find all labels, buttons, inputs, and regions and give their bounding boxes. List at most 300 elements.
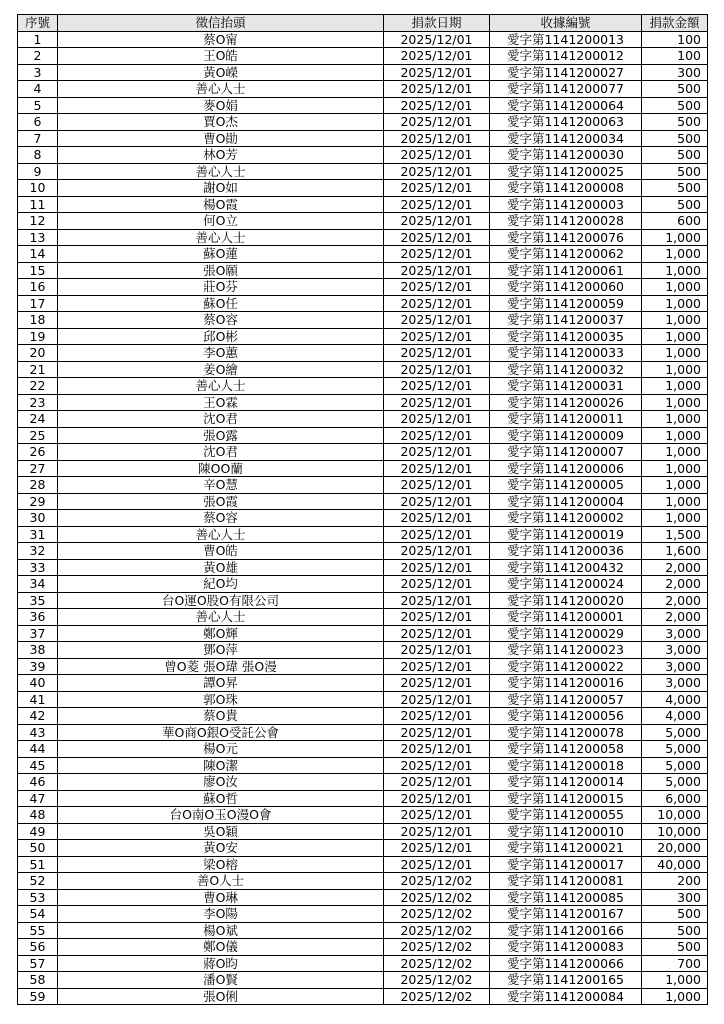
serial-cell: 42 <box>18 708 58 725</box>
table-row <box>18 493 708 510</box>
donation-date-cell: 2025/12/01 <box>384 163 490 180</box>
table-row <box>18 262 708 279</box>
amount-cell: 6,000 <box>642 790 708 807</box>
amount-cell: 500 <box>642 922 708 939</box>
receipt-number-cell: 愛字第1141200001 <box>490 609 642 626</box>
donation-date-cell: 2025/12/01 <box>384 856 490 873</box>
receipt-number-cell: 愛字第1141200055 <box>490 807 642 824</box>
serial-cell: 28 <box>18 477 58 494</box>
donor-title-cell: 蘇O任 <box>58 295 384 312</box>
table-row <box>18 196 708 213</box>
header-receipt-number: 收據編號 <box>490 15 642 32</box>
table-row <box>18 48 708 65</box>
donor-title-cell: 善心人士 <box>58 81 384 98</box>
amount-cell: 500 <box>642 81 708 98</box>
table-row <box>18 229 708 246</box>
table-row <box>18 180 708 197</box>
donor-title-cell: 曾O菱 張O瑋 張O漫 <box>58 658 384 675</box>
amount-cell: 500 <box>642 180 708 197</box>
table-row <box>18 213 708 230</box>
donation-date-cell: 2025/12/01 <box>384 213 490 230</box>
serial-cell: 38 <box>18 642 58 659</box>
donation-date-cell: 2025/12/02 <box>384 955 490 972</box>
donation-date-cell: 2025/12/01 <box>384 609 490 626</box>
receipt-number-cell: 愛字第1141200015 <box>490 790 642 807</box>
table-row <box>18 955 708 972</box>
receipt-number-cell: 愛字第1141200056 <box>490 708 642 725</box>
serial-cell: 20 <box>18 345 58 362</box>
serial-cell: 45 <box>18 757 58 774</box>
table-row <box>18 592 708 609</box>
amount-cell: 500 <box>642 130 708 147</box>
table-row <box>18 378 708 395</box>
amount-cell: 1,000 <box>642 295 708 312</box>
amount-cell: 500 <box>642 906 708 923</box>
donor-title-cell: 蔡O貴 <box>58 708 384 725</box>
header-serial: 序號 <box>18 15 58 32</box>
serial-cell: 52 <box>18 873 58 890</box>
donation-date-cell: 2025/12/01 <box>384 411 490 428</box>
donor-title-cell: 善心人士 <box>58 229 384 246</box>
receipt-number-cell: 愛字第1141200432 <box>490 559 642 576</box>
table-row <box>18 295 708 312</box>
serial-cell: 14 <box>18 246 58 263</box>
amount-cell: 10,000 <box>642 823 708 840</box>
table-row <box>18 774 708 791</box>
table-row <box>18 625 708 642</box>
header-row <box>18 15 708 32</box>
donation-date-cell: 2025/12/01 <box>384 444 490 461</box>
donor-title-cell: 姜O繪 <box>58 361 384 378</box>
receipt-number-cell: 愛字第1141200011 <box>490 411 642 428</box>
serial-cell: 5 <box>18 97 58 114</box>
amount-cell: 40,000 <box>642 856 708 873</box>
table-row <box>18 906 708 923</box>
serial-cell: 11 <box>18 196 58 213</box>
donation-date-cell: 2025/12/01 <box>384 361 490 378</box>
donation-date-cell: 2025/12/01 <box>384 279 490 296</box>
table-row <box>18 724 708 741</box>
amount-cell: 5,000 <box>642 741 708 758</box>
receipt-number-cell: 愛字第1141200005 <box>490 477 642 494</box>
donation-date-cell: 2025/12/01 <box>384 295 490 312</box>
donation-date-cell: 2025/12/01 <box>384 559 490 576</box>
donation-date-cell: 2025/12/02 <box>384 922 490 939</box>
serial-cell: 3 <box>18 64 58 81</box>
table-body <box>18 31 708 1005</box>
donor-title-cell: 邱O彬 <box>58 328 384 345</box>
donor-title-cell: 善O人士 <box>58 873 384 890</box>
receipt-number-cell: 愛字第1141200081 <box>490 873 642 890</box>
receipt-number-cell: 愛字第1141200016 <box>490 675 642 692</box>
donor-title-cell: 王O霖 <box>58 394 384 411</box>
donation-date-cell: 2025/12/01 <box>384 757 490 774</box>
amount-cell: 1,000 <box>642 328 708 345</box>
donation-date-cell: 2025/12/01 <box>384 229 490 246</box>
amount-cell: 200 <box>642 873 708 890</box>
serial-cell: 29 <box>18 493 58 510</box>
donation-date-cell: 2025/12/01 <box>384 460 490 477</box>
table-row <box>18 64 708 81</box>
serial-cell: 27 <box>18 460 58 477</box>
amount-cell: 3,000 <box>642 625 708 642</box>
donation-date-cell: 2025/12/01 <box>384 823 490 840</box>
amount-cell: 500 <box>642 163 708 180</box>
amount-cell: 1,000 <box>642 312 708 329</box>
serial-cell: 37 <box>18 625 58 642</box>
table-row <box>18 856 708 873</box>
receipt-number-cell: 愛字第1141200022 <box>490 658 642 675</box>
serial-cell: 56 <box>18 939 58 956</box>
donation-date-cell: 2025/12/01 <box>384 642 490 659</box>
serial-cell: 43 <box>18 724 58 741</box>
receipt-number-cell: 愛字第1141200023 <box>490 642 642 659</box>
donor-title-cell: 台O運O股O有限公司 <box>58 592 384 609</box>
amount-cell: 100 <box>642 48 708 65</box>
donor-title-cell: 沈O君 <box>58 444 384 461</box>
donor-title-cell: 蘇O哲 <box>58 790 384 807</box>
amount-cell: 1,000 <box>642 988 708 1005</box>
donor-title-cell: 辛O慧 <box>58 477 384 494</box>
receipt-number-cell: 愛字第1141200062 <box>490 246 642 263</box>
serial-cell: 26 <box>18 444 58 461</box>
donor-title-cell: 林O芳 <box>58 147 384 164</box>
receipt-number-cell: 愛字第1141200057 <box>490 691 642 708</box>
serial-cell: 15 <box>18 262 58 279</box>
receipt-number-cell: 愛字第1141200059 <box>490 295 642 312</box>
amount-cell: 1,000 <box>642 345 708 362</box>
serial-cell: 54 <box>18 906 58 923</box>
serial-cell: 41 <box>18 691 58 708</box>
receipt-number-cell: 愛字第1141200008 <box>490 180 642 197</box>
donor-title-cell: 鄭O輝 <box>58 625 384 642</box>
table-row <box>18 411 708 428</box>
donation-date-cell: 2025/12/01 <box>384 147 490 164</box>
donor-title-cell: 曹O皓 <box>58 543 384 560</box>
receipt-number-cell: 愛字第1141200029 <box>490 625 642 642</box>
serial-cell: 35 <box>18 592 58 609</box>
donor-title-cell: 善心人士 <box>58 526 384 543</box>
amount-cell: 1,000 <box>642 394 708 411</box>
table-row <box>18 757 708 774</box>
donation-date-cell: 2025/12/02 <box>384 873 490 890</box>
table-row <box>18 427 708 444</box>
receipt-number-cell: 愛字第1141200025 <box>490 163 642 180</box>
serial-cell: 4 <box>18 81 58 98</box>
table-row <box>18 279 708 296</box>
donation-date-cell: 2025/12/01 <box>384 691 490 708</box>
table-row <box>18 31 708 48</box>
donation-date-cell: 2025/12/01 <box>384 427 490 444</box>
donation-date-cell: 2025/12/01 <box>384 526 490 543</box>
donor-title-cell: 賈O杰 <box>58 114 384 131</box>
receipt-number-cell: 愛字第1141200085 <box>490 889 642 906</box>
donor-title-cell: 蔡O容 <box>58 312 384 329</box>
donor-title-cell: 紀O均 <box>58 576 384 593</box>
table-row <box>18 361 708 378</box>
amount-cell: 100 <box>642 31 708 48</box>
donation-date-cell: 2025/12/01 <box>384 724 490 741</box>
receipt-number-cell: 愛字第1141200083 <box>490 939 642 956</box>
receipt-number-cell: 愛字第1141200032 <box>490 361 642 378</box>
donor-title-cell: 謝O如 <box>58 180 384 197</box>
serial-cell: 12 <box>18 213 58 230</box>
donation-date-cell: 2025/12/01 <box>384 246 490 263</box>
receipt-number-cell: 愛字第1141200010 <box>490 823 642 840</box>
donor-title-cell: 楊O霞 <box>58 196 384 213</box>
serial-cell: 47 <box>18 790 58 807</box>
donor-title-cell: 何O立 <box>58 213 384 230</box>
amount-cell: 1,000 <box>642 361 708 378</box>
donor-title-cell: 楊O斌 <box>58 922 384 939</box>
receipt-number-cell: 愛字第1141200002 <box>490 510 642 527</box>
header-donation-date: 捐款日期 <box>384 15 490 32</box>
donation-date-cell: 2025/12/01 <box>384 708 490 725</box>
serial-cell: 13 <box>18 229 58 246</box>
serial-cell: 59 <box>18 988 58 1005</box>
amount-cell: 20,000 <box>642 840 708 857</box>
receipt-number-cell: 愛字第1141200009 <box>490 427 642 444</box>
table-row <box>18 840 708 857</box>
receipt-number-cell: 愛字第1141200084 <box>490 988 642 1005</box>
table-row <box>18 675 708 692</box>
donor-title-cell: 莊O芬 <box>58 279 384 296</box>
serial-cell: 16 <box>18 279 58 296</box>
donor-title-cell: 陳O潔 <box>58 757 384 774</box>
serial-cell: 40 <box>18 675 58 692</box>
amount-cell: 5,000 <box>642 774 708 791</box>
donation-date-cell: 2025/12/01 <box>384 774 490 791</box>
donor-title-cell: 黃O雄 <box>58 559 384 576</box>
amount-cell: 1,000 <box>642 510 708 527</box>
serial-cell: 25 <box>18 427 58 444</box>
serial-cell: 32 <box>18 543 58 560</box>
donor-title-cell: 曹O勛 <box>58 130 384 147</box>
receipt-number-cell: 愛字第1141200036 <box>490 543 642 560</box>
donation-date-cell: 2025/12/01 <box>384 741 490 758</box>
serial-cell: 2 <box>18 48 58 65</box>
amount-cell: 500 <box>642 114 708 131</box>
table-row <box>18 81 708 98</box>
serial-cell: 46 <box>18 774 58 791</box>
amount-cell: 500 <box>642 147 708 164</box>
donor-title-cell: 蔡O容 <box>58 510 384 527</box>
amount-cell: 1,000 <box>642 378 708 395</box>
receipt-number-cell: 愛字第1141200018 <box>490 757 642 774</box>
receipt-number-cell: 愛字第1141200166 <box>490 922 642 939</box>
receipt-number-cell: 愛字第1141200004 <box>490 493 642 510</box>
receipt-number-cell: 愛字第1141200060 <box>490 279 642 296</box>
table-row <box>18 609 708 626</box>
table-row <box>18 543 708 560</box>
amount-cell: 1,000 <box>642 229 708 246</box>
table-row <box>18 460 708 477</box>
serial-cell: 44 <box>18 741 58 758</box>
donor-title-cell: 張O霞 <box>58 493 384 510</box>
table-row <box>18 147 708 164</box>
donor-title-cell: 蔣O昀 <box>58 955 384 972</box>
serial-cell: 8 <box>18 147 58 164</box>
donation-date-cell: 2025/12/01 <box>384 97 490 114</box>
amount-cell: 1,000 <box>642 477 708 494</box>
amount-cell: 1,000 <box>642 411 708 428</box>
table-row <box>18 394 708 411</box>
donation-date-cell: 2025/12/01 <box>384 312 490 329</box>
amount-cell: 1,000 <box>642 279 708 296</box>
table-row <box>18 691 708 708</box>
donation-date-cell: 2025/12/01 <box>384 64 490 81</box>
amount-cell: 1,000 <box>642 444 708 461</box>
table-row <box>18 345 708 362</box>
amount-cell: 2,000 <box>642 559 708 576</box>
serial-cell: 23 <box>18 394 58 411</box>
serial-cell: 48 <box>18 807 58 824</box>
donor-title-cell: 譚O昇 <box>58 675 384 692</box>
donation-date-cell: 2025/12/01 <box>384 807 490 824</box>
receipt-number-cell: 愛字第1141200034 <box>490 130 642 147</box>
table-row <box>18 477 708 494</box>
donor-title-cell: 華O商O銀O受託公會 <box>58 724 384 741</box>
donor-title-cell: 陳OO蘭 <box>58 460 384 477</box>
serial-cell: 57 <box>18 955 58 972</box>
amount-cell: 2,000 <box>642 609 708 626</box>
serial-cell: 24 <box>18 411 58 428</box>
table-row <box>18 559 708 576</box>
donation-date-cell: 2025/12/01 <box>384 592 490 609</box>
receipt-number-cell: 愛字第1141200024 <box>490 576 642 593</box>
table-row <box>18 246 708 263</box>
donation-date-cell: 2025/12/01 <box>384 658 490 675</box>
receipt-number-cell: 愛字第1141200019 <box>490 526 642 543</box>
amount-cell: 5,000 <box>642 724 708 741</box>
donor-title-cell: 善心人士 <box>58 609 384 626</box>
serial-cell: 50 <box>18 840 58 857</box>
receipt-number-cell: 愛字第1141200007 <box>490 444 642 461</box>
donor-title-cell: 蔡O甯 <box>58 31 384 48</box>
serial-cell: 36 <box>18 609 58 626</box>
amount-cell: 700 <box>642 955 708 972</box>
table-row <box>18 576 708 593</box>
serial-cell: 49 <box>18 823 58 840</box>
amount-cell: 2,000 <box>642 592 708 609</box>
donor-title-cell: 李O陽 <box>58 906 384 923</box>
donation-date-cell: 2025/12/01 <box>384 477 490 494</box>
amount-cell: 4,000 <box>642 708 708 725</box>
amount-cell: 500 <box>642 939 708 956</box>
donation-date-cell: 2025/12/01 <box>384 675 490 692</box>
donation-date-cell: 2025/12/02 <box>384 889 490 906</box>
receipt-number-cell: 愛字第1141200020 <box>490 592 642 609</box>
donation-date-cell: 2025/12/01 <box>384 81 490 98</box>
serial-cell: 55 <box>18 922 58 939</box>
amount-cell: 10,000 <box>642 807 708 824</box>
donation-date-cell: 2025/12/01 <box>384 180 490 197</box>
receipt-number-cell: 愛字第1141200003 <box>490 196 642 213</box>
donation-date-cell: 2025/12/02 <box>384 988 490 1005</box>
receipt-number-cell: 愛字第1141200014 <box>490 774 642 791</box>
table-row <box>18 972 708 989</box>
donation-date-cell: 2025/12/01 <box>384 840 490 857</box>
donor-title-cell: 潘O賢 <box>58 972 384 989</box>
amount-cell: 3,000 <box>642 642 708 659</box>
serial-cell: 1 <box>18 31 58 48</box>
table-row <box>18 889 708 906</box>
donation-date-cell: 2025/12/02 <box>384 972 490 989</box>
receipt-number-cell: 愛字第1141200064 <box>490 97 642 114</box>
amount-cell: 3,000 <box>642 658 708 675</box>
donor-title-cell: 鄧O萍 <box>58 642 384 659</box>
donor-title-cell: 梁O榕 <box>58 856 384 873</box>
donor-title-cell: 善心人士 <box>58 163 384 180</box>
receipt-number-cell: 愛字第1141200012 <box>490 48 642 65</box>
table-row <box>18 328 708 345</box>
amount-cell: 1,600 <box>642 543 708 560</box>
amount-cell: 2,000 <box>642 576 708 593</box>
serial-cell: 21 <box>18 361 58 378</box>
table-row <box>18 807 708 824</box>
donor-title-cell: 台O南O玉O漫O會 <box>58 807 384 824</box>
table-row <box>18 510 708 527</box>
receipt-number-cell: 愛字第1141200167 <box>490 906 642 923</box>
amount-cell: 300 <box>642 889 708 906</box>
donation-date-cell: 2025/12/01 <box>384 31 490 48</box>
donor-title-cell: 黃O嶸 <box>58 64 384 81</box>
donor-title-cell: 善心人士 <box>58 378 384 395</box>
table-row <box>18 708 708 725</box>
donation-date-cell: 2025/12/01 <box>384 262 490 279</box>
amount-cell: 1,000 <box>642 262 708 279</box>
serial-cell: 9 <box>18 163 58 180</box>
donor-title-cell: 吳O穎 <box>58 823 384 840</box>
donation-date-cell: 2025/12/01 <box>384 493 490 510</box>
donation-date-cell: 2025/12/01 <box>384 510 490 527</box>
table-row <box>18 130 708 147</box>
donation-date-cell: 2025/12/01 <box>384 576 490 593</box>
donor-title-cell: 張O願 <box>58 262 384 279</box>
table-row <box>18 526 708 543</box>
serial-cell: 34 <box>18 576 58 593</box>
receipt-number-cell: 愛字第1141200061 <box>490 262 642 279</box>
table-row <box>18 163 708 180</box>
donation-date-cell: 2025/12/01 <box>384 48 490 65</box>
serial-cell: 31 <box>18 526 58 543</box>
amount-cell: 5,000 <box>642 757 708 774</box>
header-amount: 捐款金額 <box>642 15 708 32</box>
serial-cell: 58 <box>18 972 58 989</box>
table-row <box>18 741 708 758</box>
serial-cell: 10 <box>18 180 58 197</box>
receipt-number-cell: 愛字第1141200063 <box>490 114 642 131</box>
receipt-number-cell: 愛字第1141200076 <box>490 229 642 246</box>
serial-cell: 17 <box>18 295 58 312</box>
table-row <box>18 642 708 659</box>
donor-title-cell: 楊O元 <box>58 741 384 758</box>
donation-date-cell: 2025/12/01 <box>384 790 490 807</box>
donation-date-cell: 2025/12/02 <box>384 906 490 923</box>
header-donor-title: 徵信抬頭 <box>58 15 384 32</box>
table-row <box>18 922 708 939</box>
donor-title-cell: 王O皓 <box>58 48 384 65</box>
table-row <box>18 444 708 461</box>
receipt-number-cell: 愛字第1141200066 <box>490 955 642 972</box>
amount-cell: 3,000 <box>642 675 708 692</box>
receipt-number-cell: 愛字第1141200165 <box>490 972 642 989</box>
receipt-number-cell: 愛字第1141200058 <box>490 741 642 758</box>
table-row <box>18 658 708 675</box>
receipt-number-cell: 愛字第1141200030 <box>490 147 642 164</box>
amount-cell: 4,000 <box>642 691 708 708</box>
amount-cell: 500 <box>642 196 708 213</box>
